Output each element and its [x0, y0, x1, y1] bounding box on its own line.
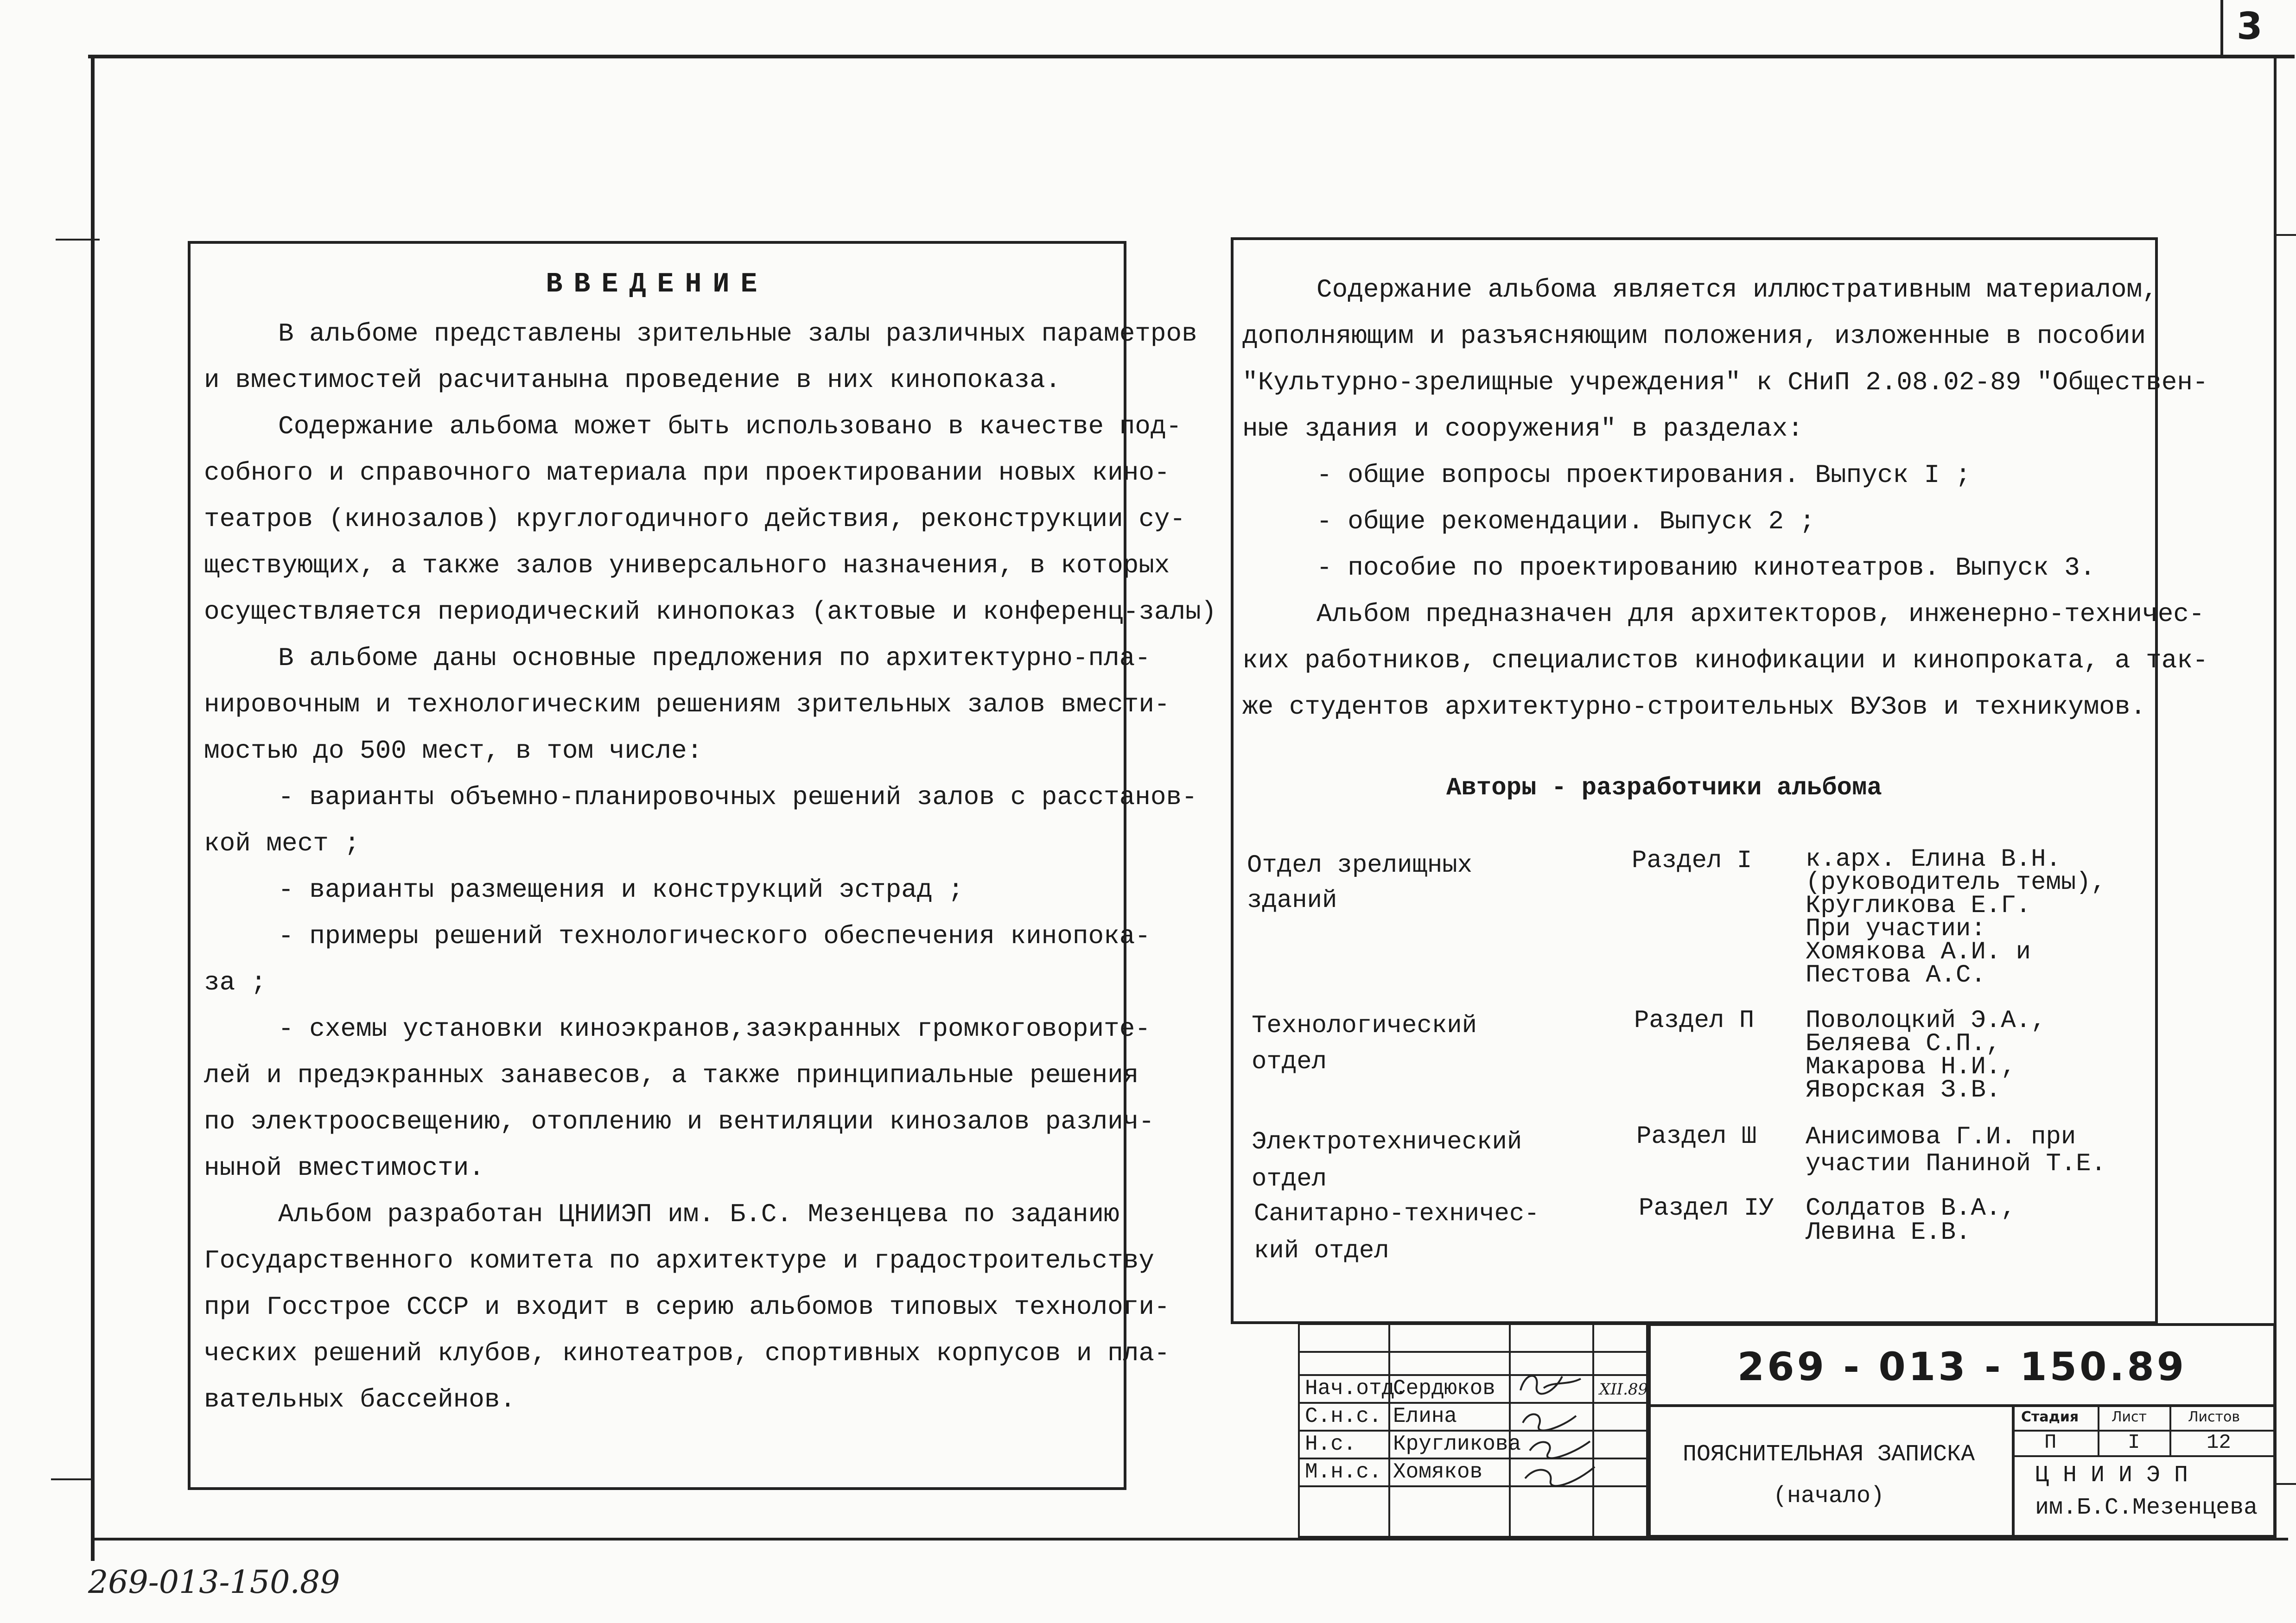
document-title: ПОЯСНИТЕЛЬНАЯ ЗАПИСКА	[1683, 1441, 1975, 1468]
text-line: дополняющим и разъясняющим положения, изложенные в пособии	[1242, 321, 2146, 351]
signer-role: М.н.с.	[1305, 1460, 1382, 1484]
signers-row-line	[1298, 1351, 1648, 1353]
organization-subname: им.Б.С.Мезенцева	[2035, 1495, 2258, 1521]
text-line: - общие вопросы проектирования. Выпуск I ;	[1317, 460, 1971, 490]
sheet-label: Лист	[2112, 1409, 2147, 1425]
document-subtitle: (начало)	[1773, 1483, 1885, 1509]
handwritten-document-code: 269-013-150.89	[88, 1564, 340, 1601]
page-number-divider	[2220, 0, 2223, 58]
frame-right-line	[2274, 55, 2277, 1538]
document-code: 269 - 013 - 150.89	[1737, 1344, 2187, 1389]
frame-bottom-line	[91, 1538, 2288, 1541]
stage-col-line	[2169, 1404, 2171, 1456]
signer-name: Кругликова	[1393, 1432, 1521, 1456]
signer-role: С.н.с.	[1305, 1404, 1382, 1428]
page-number: 3	[2237, 5, 2263, 48]
text-line: Содержание альбома может быть использовано в качестве под-	[278, 412, 1182, 441]
text-line: Содержание альбома является иллюстративным материалом,	[1317, 275, 2158, 304]
author-people-3: Анисимова Г.И. при участии Паниной Т.Е.	[1806, 1123, 2106, 1178]
signers-col-line	[1509, 1323, 1511, 1538]
text-line: ные здания и сооружения" в разделах:	[1242, 414, 1803, 444]
author-section-3: Раздел Ш	[1636, 1122, 1757, 1151]
authors-title: Авторы - разработчики альбома	[1446, 774, 1882, 802]
text-line: Альбом разработан ЦНИИЭП им. Б.С. Мезенцева по заданию	[278, 1199, 1119, 1229]
stage-row-line	[2012, 1455, 2276, 1457]
text-line: театров (кинозалов) круглогодичного действия, реконструкции су-	[204, 504, 1186, 534]
text-line: за ;	[204, 968, 267, 997]
signers-col-line	[1388, 1323, 1390, 1538]
signer-date: XII.89	[1599, 1380, 1648, 1399]
author-section-1: Раздел I	[1632, 847, 1752, 875]
text-line: и вместимостей расчитанына проведение в них кинопоказа.	[204, 365, 1061, 395]
stage-label: Стадия	[2021, 1409, 2079, 1425]
text-line: нировочным и технологическим решениям зрительных залов вмести-	[204, 690, 1170, 719]
author-people-1: к.арх. Елина В.Н. (руководитель темы), Кругликова Е.Г. При участии: Хомякова А.И. и Пестова А.С.	[1806, 845, 2106, 989]
text-line: Государственного комитета по архитектуре и градостроительству	[204, 1246, 1154, 1275]
text-line: по электроосвещению, отоплению и вентиляции кинозалов различ-	[204, 1107, 1154, 1136]
text-line: - пособие по проектированию кинотеатров. Выпуск 3.	[1317, 553, 2096, 583]
text-line: лей и предэкранных занавесов, а также принципиальные решения	[204, 1060, 1139, 1090]
text-line: В альбоме представлены зрительные залы различных параметров	[278, 319, 1197, 349]
text-line: В альбоме даны основные предложения по архитектурно-пла-	[278, 643, 1151, 673]
organization-name: Ц Н И И Э П	[2035, 1462, 2188, 1489]
author-section-4: Раздел IУ	[1639, 1194, 1774, 1223]
introduction-text	[204, 311, 1217, 1423]
text-line: - варианты объемно-планировочных решений залов с расстанов-	[278, 782, 1197, 812]
margin-tick	[56, 239, 100, 241]
margin-tick	[2276, 234, 2296, 236]
signer-name: Елина	[1393, 1404, 1457, 1428]
text-line: ныной вместимости.	[204, 1153, 484, 1183]
signer-role: Н.с.	[1305, 1432, 1356, 1456]
text-line: кой мест ;	[204, 829, 360, 858]
signer-name: Хомяков	[1393, 1460, 1483, 1484]
text-line: - варианты размещения и конструкций эстрад ;	[278, 875, 964, 905]
stage-col-line	[2098, 1404, 2099, 1456]
frame-left-line	[91, 55, 95, 1561]
text-line: "Культурно-зрелищные учреждения" к СНиП 2.08.02-89 "Обществен-	[1242, 368, 2208, 397]
text-line: - схемы установки киноэкранов,заэкранных громкоговорите-	[278, 1014, 1151, 1044]
sheets-value: 12	[2207, 1431, 2231, 1454]
text-line: Альбом предназначен для архитекторов, инженерно-техничес-	[1317, 599, 2205, 629]
text-line: же студентов архитектурно-строительных ВУЗов и техникумов.	[1242, 692, 2146, 722]
author-section-2: Раздел П	[1634, 1007, 1755, 1035]
text-line: при Госстрое СССР и входит в серию альбомов типовых технологи-	[204, 1292, 1170, 1322]
text-line: ких работников, специалистов кинофикации и кинопроката, а так-	[1242, 646, 2208, 675]
code-row-line	[1648, 1404, 2276, 1407]
margin-tick	[2276, 1483, 2296, 1485]
author-dept-3: Электротехнический отдел	[1252, 1128, 1522, 1193]
sheet-value: I	[2128, 1431, 2140, 1454]
signer-role: Нач.отд.	[1305, 1376, 1407, 1401]
title-col-line	[2012, 1404, 2015, 1538]
text-line: ществующих, а также залов универсального назначения, в которых	[204, 551, 1170, 580]
signer-name: Сердюков	[1393, 1376, 1495, 1401]
introduction-title: ВВЕДЕНИЕ	[546, 269, 769, 300]
album-content-text	[1242, 266, 2208, 730]
frame-top-line	[88, 55, 2295, 58]
margin-tick	[51, 1478, 93, 1480]
sheets-label: Листов	[2188, 1409, 2240, 1425]
signatures	[1511, 1367, 1604, 1488]
author-people-2: Поволоцкий Э.А., Беляева С.П., Макарова Н.И., Яворская З.В.	[1806, 1007, 2046, 1104]
text-line: - общие рекомендации. Выпуск 2 ;	[1317, 507, 1815, 536]
author-dept-1: Отдел зрелищных зданий	[1247, 851, 1473, 915]
stage-value: П	[2044, 1431, 2057, 1454]
author-dept-4: Санитарно-техничес- кий отдел	[1254, 1200, 1539, 1265]
text-line: ческих решений клубов, кинотеатров, спортивных корпусов и пла-	[204, 1338, 1170, 1368]
text-line: собного и справочного материала при проектировании новых кино-	[204, 458, 1170, 488]
author-people-4: Солдатов В.А., Левина Е.В.	[1806, 1194, 2016, 1247]
text-line: - примеры решений технологического обеспечения кинопока-	[278, 921, 1151, 951]
text-line: вательных бассейнов.	[204, 1385, 516, 1414]
author-dept-2: Технологический отдел	[1252, 1012, 1477, 1076]
text-line: мостью до 500 мест, в том числе:	[204, 736, 703, 766]
text-line: осуществляется периодический кинопоказ (актовые и конференц-залы)	[204, 597, 1217, 627]
